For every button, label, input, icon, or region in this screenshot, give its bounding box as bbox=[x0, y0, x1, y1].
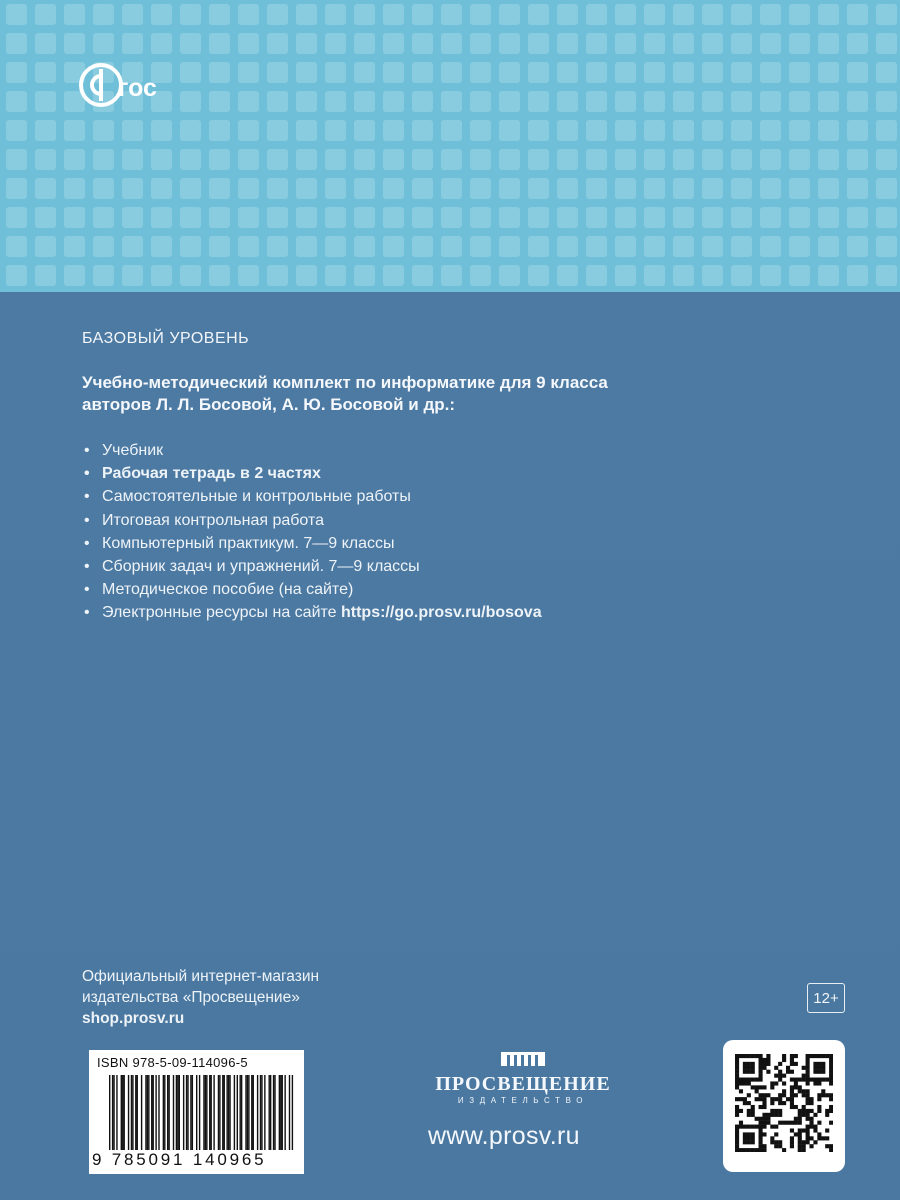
publisher-url[interactable]: www.prosv.ru bbox=[428, 1122, 580, 1150]
shop-url[interactable]: shop.prosv.ru bbox=[82, 1010, 185, 1027]
logo-text: гос bbox=[118, 74, 157, 102]
square-pattern bbox=[0, 0, 900, 292]
qr-code[interactable] bbox=[723, 1040, 845, 1172]
list-item: • Рабочая тетрадь в 2 частях bbox=[84, 465, 321, 483]
list-item: • Учебник bbox=[84, 442, 164, 459]
qr-code-pattern bbox=[735, 1054, 833, 1152]
fgos-logo bbox=[78, 62, 178, 108]
list-item: • Электронные ресурсы на сайте https://go.prosv.ru/bosova bbox=[84, 604, 542, 622]
publisher-block bbox=[428, 1058, 618, 1178]
list-item: • Самостоятельные и контрольные работы bbox=[84, 488, 411, 506]
list-item: • Итоговая контрольная работа bbox=[84, 511, 325, 529]
age-rating-badge: 12+ bbox=[807, 983, 845, 1013]
publisher-subtitle: ИЗДАТЕЛЬСТВО bbox=[457, 1096, 589, 1105]
isbn-barcode bbox=[89, 1050, 304, 1174]
list-item: • Компьютерный практикум. 7—9 классы bbox=[84, 534, 395, 552]
isbn-number: ISBN 978-5-09-114096-5 bbox=[97, 1055, 248, 1070]
kit-title bbox=[82, 372, 802, 416]
shop-info bbox=[82, 966, 319, 1029]
kit-items-list bbox=[84, 439, 542, 625]
barcode-digits: 9 785091 140965 bbox=[92, 1150, 267, 1169]
kit-title-line2: авторов Л. Л. Босовой, А. Ю. Босовой и др.: bbox=[82, 395, 456, 414]
list-item: • Методическое пособие (на сайте) bbox=[84, 581, 354, 599]
shop-line2: издательства «Просвещение» bbox=[82, 989, 300, 1006]
level-label: БАЗОВЫЙ УРОВЕНЬ bbox=[82, 330, 250, 347]
publisher-name: ПРОСВЕЩЕНИЕ bbox=[435, 1073, 611, 1095]
kit-title-line1: Учебно-методический комплект по информатике для 9 класса bbox=[82, 373, 608, 392]
publisher-logo-icon bbox=[428, 1052, 618, 1066]
barcode-bars bbox=[109, 1075, 294, 1150]
shop-line1: Официальный интернет-магазин bbox=[82, 968, 320, 985]
resources-link[interactable]: https://go.prosv.ru/bosova bbox=[341, 604, 542, 622]
list-item: • Сборник задач и упражнений. 7—9 классы bbox=[84, 557, 420, 575]
pattern-band bbox=[0, 0, 900, 292]
